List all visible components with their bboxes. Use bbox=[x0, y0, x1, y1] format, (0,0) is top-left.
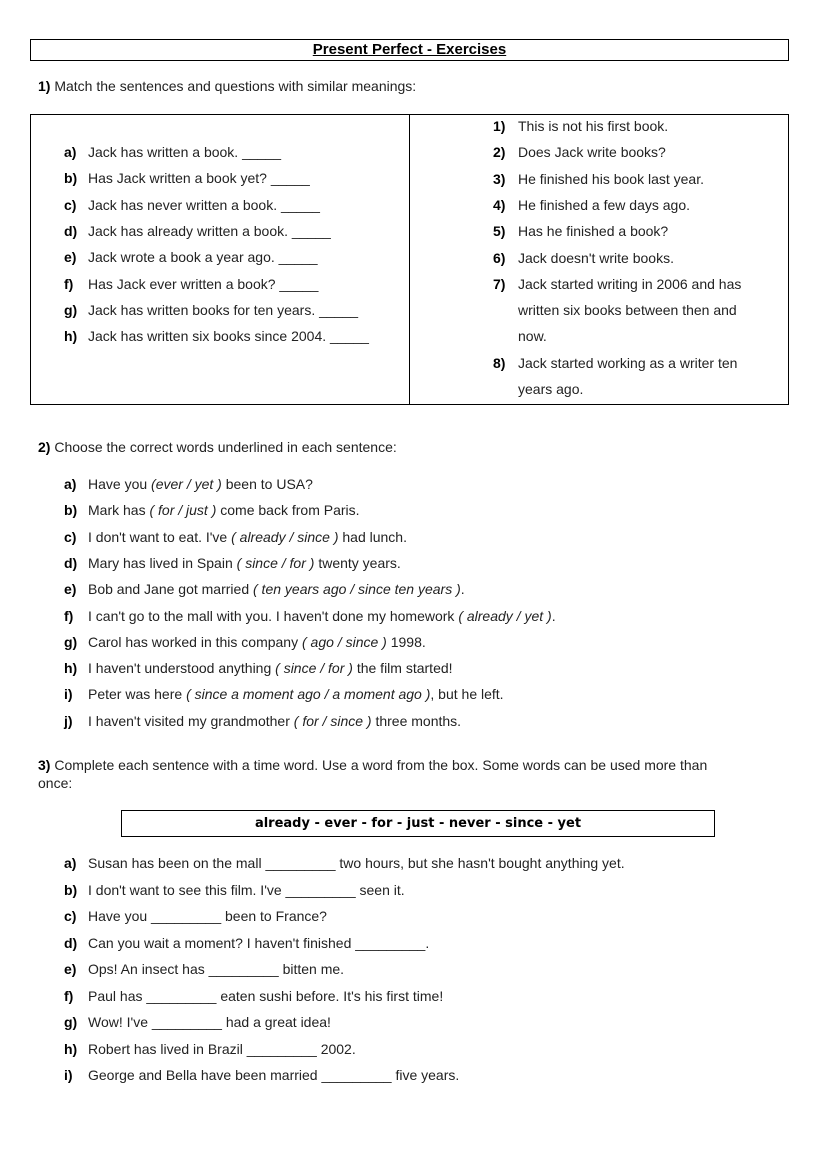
sentence-before: Have you bbox=[88, 476, 152, 492]
word-box: already - ever - for - just - never - since - yet bbox=[121, 810, 715, 837]
matching-table bbox=[30, 114, 789, 405]
item-text: Jack has written six books since 2004. _____ bbox=[88, 328, 369, 345]
item-text: Jack wrote a book a year ago. _____ bbox=[88, 249, 318, 266]
word-options: ( since a moment ago / a moment ago ) bbox=[186, 686, 431, 703]
word-options: ( for / since ) bbox=[293, 712, 372, 729]
item-label: b) bbox=[64, 881, 78, 898]
sentence-before: Bob and Jane got married bbox=[88, 581, 253, 598]
item-label: c) bbox=[64, 196, 77, 213]
sentence-after: the film started! bbox=[352, 660, 453, 677]
item-label: e) bbox=[64, 249, 77, 266]
sentence-after: . bbox=[551, 607, 556, 624]
item-label: j) bbox=[64, 712, 73, 729]
section3-instruction: Complete each sentence with a time word. Use a word from the box. Some words can be used more than bbox=[54, 757, 708, 773]
sentence-after: come back from Paris. bbox=[216, 502, 360, 519]
item-text: Has Jack ever written a book? _____ bbox=[88, 275, 319, 292]
answer-text: This is not his first book. bbox=[518, 118, 669, 134]
item-label: d) bbox=[64, 554, 78, 571]
item-text: Can you wait a moment? I haven't finished _________. bbox=[88, 934, 430, 951]
item-text: Jack has never written a book. _____ bbox=[88, 196, 320, 213]
sentence-text bbox=[88, 632, 426, 652]
answer-text: Has he finished a book? bbox=[518, 223, 669, 240]
answer-label: 7) bbox=[493, 275, 506, 292]
section3-number: 3) bbox=[38, 757, 51, 773]
answer-label: 5) bbox=[493, 223, 506, 240]
answer-text: He finished a few days ago. bbox=[518, 196, 690, 213]
item-text: Have you _________ been to France? bbox=[88, 908, 327, 924]
item-label: e) bbox=[64, 581, 77, 598]
item-text: Has Jack written a book yet? _____ bbox=[88, 170, 310, 187]
section3-heading bbox=[38, 756, 707, 792]
item-text: I don't want to see this film. I've _________ seen it. bbox=[88, 881, 405, 898]
answer-text: now. bbox=[518, 328, 547, 345]
sentence-text bbox=[88, 684, 504, 704]
item-text: Susan has been on the mall _________ two hours, but she hasn't bought anything yet. bbox=[88, 855, 625, 871]
item-label: b) bbox=[64, 170, 78, 187]
item-label: h) bbox=[64, 660, 78, 677]
item-label: d) bbox=[64, 934, 78, 951]
answer-text: He finished his book last year. bbox=[518, 170, 704, 187]
answer-label: 2) bbox=[493, 144, 506, 161]
section2-heading bbox=[38, 439, 397, 455]
item-label: g) bbox=[64, 1014, 78, 1030]
item-label: a) bbox=[64, 476, 77, 492]
sentence-text bbox=[88, 553, 401, 573]
table-divider bbox=[409, 115, 410, 404]
word-options: ( since / for ) bbox=[236, 554, 315, 571]
sentence-after: been to USA? bbox=[221, 476, 313, 492]
word-options: ( for / just ) bbox=[149, 502, 217, 519]
answer-label: 6) bbox=[493, 249, 506, 266]
word-options: ( ago / since ) bbox=[302, 633, 387, 650]
item-text: Jack has already written a book. _____ bbox=[88, 222, 331, 239]
word-options: (ever / yet ) bbox=[151, 476, 222, 492]
word-options: ( already / yet ) bbox=[458, 607, 552, 624]
item-label: f) bbox=[64, 987, 74, 1004]
item-label: i) bbox=[64, 1067, 73, 1083]
item-label: h) bbox=[64, 1040, 78, 1057]
answer-text: written six books between then and bbox=[518, 302, 737, 319]
sentence-text bbox=[88, 658, 453, 678]
answer-text: years ago. bbox=[518, 380, 584, 397]
section1-instruction: Match the sentences and questions with similar meanings: bbox=[54, 78, 417, 94]
answer-label: 1) bbox=[493, 118, 506, 134]
item-label: h) bbox=[64, 328, 78, 345]
sentence-before: Mark has bbox=[88, 502, 150, 519]
item-text: Paul has _________ eaten sushi before. It's his first time! bbox=[88, 987, 444, 1004]
sentence-text bbox=[88, 711, 461, 731]
page-title: Present Perfect - Exercises bbox=[312, 41, 507, 58]
item-label: g) bbox=[64, 301, 78, 318]
title-box bbox=[30, 39, 789, 61]
word-options: ( already / since ) bbox=[231, 528, 339, 545]
sentence-text bbox=[88, 527, 407, 547]
item-label: e) bbox=[64, 961, 77, 977]
section2-number: 2) bbox=[38, 439, 51, 455]
sentence-after: 1998. bbox=[386, 633, 426, 650]
section2-instruction: Choose the correct words underlined in each sentence: bbox=[54, 439, 397, 455]
word-options: ( since / for ) bbox=[275, 660, 353, 677]
item-label: f) bbox=[64, 275, 74, 292]
sentence-after: twenty years. bbox=[314, 554, 401, 571]
sentence-before: I don't want to eat. I've bbox=[88, 528, 232, 545]
item-label: b) bbox=[64, 502, 78, 519]
item-label: d) bbox=[64, 222, 78, 239]
answer-label: 8) bbox=[493, 354, 506, 371]
sentence-before: I haven't understood anything bbox=[88, 660, 276, 677]
item-label: i) bbox=[64, 686, 73, 703]
sentence-before: Carol has worked in this company bbox=[88, 633, 302, 650]
item-text: Robert has lived in Brazil _________ 2002. bbox=[88, 1040, 356, 1057]
item-text: Jack has written books for ten years. _____ bbox=[88, 301, 359, 318]
sentence-before: I can't go to the mall with you. I haven't done my homework bbox=[88, 607, 459, 624]
item-text: Jack has written a book. _____ bbox=[88, 144, 282, 160]
sentence-after: three months. bbox=[371, 712, 462, 729]
sentence-before: Peter was here bbox=[88, 686, 187, 703]
sentence-text bbox=[88, 474, 313, 494]
item-label: g) bbox=[64, 633, 78, 650]
answer-text: Jack started writing in 2006 and has bbox=[518, 275, 742, 292]
section1-heading bbox=[38, 78, 416, 94]
answer-text: Does Jack write books? bbox=[518, 144, 666, 161]
word-options: ( ten years ago / since ten years ) bbox=[253, 581, 461, 598]
sentence-text bbox=[88, 500, 360, 520]
answer-text: Jack doesn't write books. bbox=[518, 249, 674, 266]
sentence-before: I haven't visited my grandmother bbox=[88, 712, 294, 729]
sentence-after: . bbox=[460, 581, 465, 598]
sentence-before: Mary has lived in Spain bbox=[88, 554, 237, 571]
item-label: f) bbox=[64, 607, 74, 624]
answer-label: 4) bbox=[493, 196, 506, 213]
item-label: a) bbox=[64, 144, 77, 160]
sentence-text bbox=[88, 579, 465, 599]
sentence-after: , but he left. bbox=[430, 686, 504, 703]
section1-number: 1) bbox=[38, 78, 51, 94]
item-text: Ops! An insect has _________ bitten me. bbox=[88, 961, 345, 977]
item-label: a) bbox=[64, 855, 77, 871]
answer-text: Jack started working as a writer ten bbox=[518, 354, 738, 371]
item-text: George and Bella have been married _________ five years. bbox=[88, 1067, 460, 1083]
sentence-after: had lunch. bbox=[338, 528, 407, 545]
item-text: Wow! I've _________ had a great idea! bbox=[88, 1014, 331, 1030]
section3-instruction-cont: once: bbox=[38, 775, 73, 791]
item-label: c) bbox=[64, 908, 77, 924]
answer-label: 3) bbox=[493, 170, 506, 187]
item-label: c) bbox=[64, 528, 77, 545]
sentence-text bbox=[88, 606, 556, 626]
